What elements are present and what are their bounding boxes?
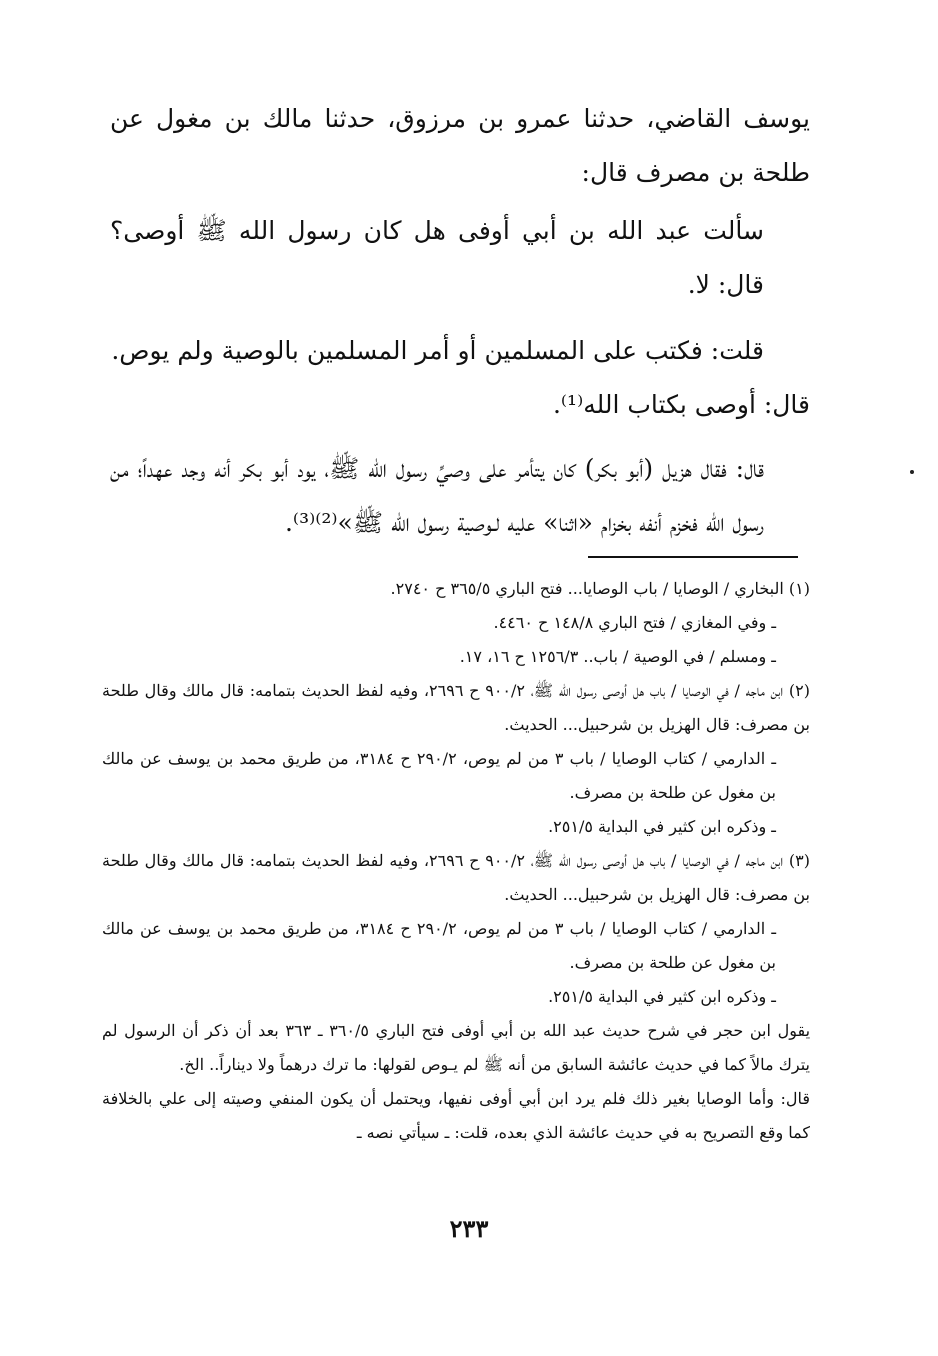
footnote-3-line-c: ـ وذكره ابن كثير في البداية ٢٥١/٥.: [548, 987, 776, 1006]
main-paragraph-3: قلت: فكتب على المسلمين أو أمر المسلمين بالوصية ولم يوص.: [111, 336, 764, 365]
footnote-1-line-a: (١) البخاري / الوصايا / باب الوصايا... فتح الباري ٣٦٥/٥ ح ٢٧٤٠.: [390, 579, 810, 598]
footnote-1-line-c: ـ ومسلم / في الوصية / باب.. ١٢٥٦/٣ ح ١٦، ١٧.: [459, 647, 776, 666]
footnote-2-line-a: (٢) ابن ماجه / في الوصايا / باب هل أوصى رسول الله ﷺ، ٩٠٠/٢ ح ٢٦٩٦، وفيه لفظ الحديث بتمامه: قال مالك وقال طلحة بن مصرف: قال الهزيل بن شرحبيل... الحديث.: [102, 681, 810, 734]
scan-speck: [910, 470, 914, 474]
footnote-3-line-d: يقول ابن حجر في شرح حديث عبد الله بن أبي أوفى فتح الباري ٣٦٠/٥ ـ ٣٦٣ بعد أن ذكر أن الرسول لم يترك مالاً كما في حديث عائشة السابق من أنه ﷺ لم يـوص لقولها: ما ترك درهماً ولا ديناراً.. الخ.: [102, 1021, 810, 1074]
footnote-3-line-a: (٣) ابن ماجه / في الوصايا / باب هل أوصى رسول الله ﷺ، ٩٠٠/٢ ح ٢٦٩٦، وفيه لفظ الحديث بتمامه: قال مالك وقال طلحة بن مصرف: قال الهزيل بن شرحبيل... الحديث.: [102, 851, 810, 904]
main-paragraph-3b: قال: أوصى بكتاب الله⁽¹⁾.: [552, 390, 810, 419]
footnote-3-line-b: ـ الدارمي / كتاب الوصايا / باب ٣ من لم يوص، ٢٩٠/٢ ح ٣١٨٤، من طريق محمد بن يوسف عن مالك بن مغول عن طلحة بن مصرف.: [102, 919, 777, 972]
main-paragraph-1: يوسف القاضي، حدثنا عمرو بن مرزوق، حدثنا مالك بن مغول عن طلحة بن مصرف قال:: [110, 104, 810, 187]
footnote-2-line-c: ـ وذكره ابن كثير في البداية ٢٥١/٥.: [548, 817, 776, 836]
main-paragraph-2: سألت عبد الله بن أبي أوفى هل كان رسول الله ﷺ أوصى؟ قال: لا.: [110, 216, 764, 299]
footnote-3-line-e: قال: وأما الوصايا بغير ذلك فلم يرد ابن أبي أوفى نفيها، ويحتمل أن يكون المنفي وصيته إلى علي بالخلافة كما وقع التصريح به في حديث عائشة الذي بعده، قلت: ـ سيأتي نصه ـ: [102, 1089, 810, 1142]
footnote-2-line-b: ـ الدارمي / كتاب الوصايا / باب ٣ من لم يوص، ٢٩٠/٢ ح ٣١٨٤، من طريق محمد بن يوسف عن مالك بن مغول عن طلحة بن مصرف.: [102, 749, 777, 802]
footnote-separator: [588, 556, 798, 558]
footnote-1-line-b: ـ وفي المغازي / فتح الباري ١٤٨/٨ ح ٤٤٦٠.: [493, 613, 776, 632]
main-text: [110, 92, 810, 550]
main-paragraph-4: قال: فقال هزيل (أبو بكر) كان يتأمر على وصيِّ رسول الله ﷺ، يود أبو بكر أنه وجد عهداً؛ من رسول الله فخزم أنفه بخزام «اثنا» عليه لـوصية رسول الله ﷺ»⁽²⁾⁽³⁾.: [110, 454, 764, 537]
page-number: ٢٣٣: [449, 1214, 489, 1243]
footnotes: [102, 572, 810, 1150]
